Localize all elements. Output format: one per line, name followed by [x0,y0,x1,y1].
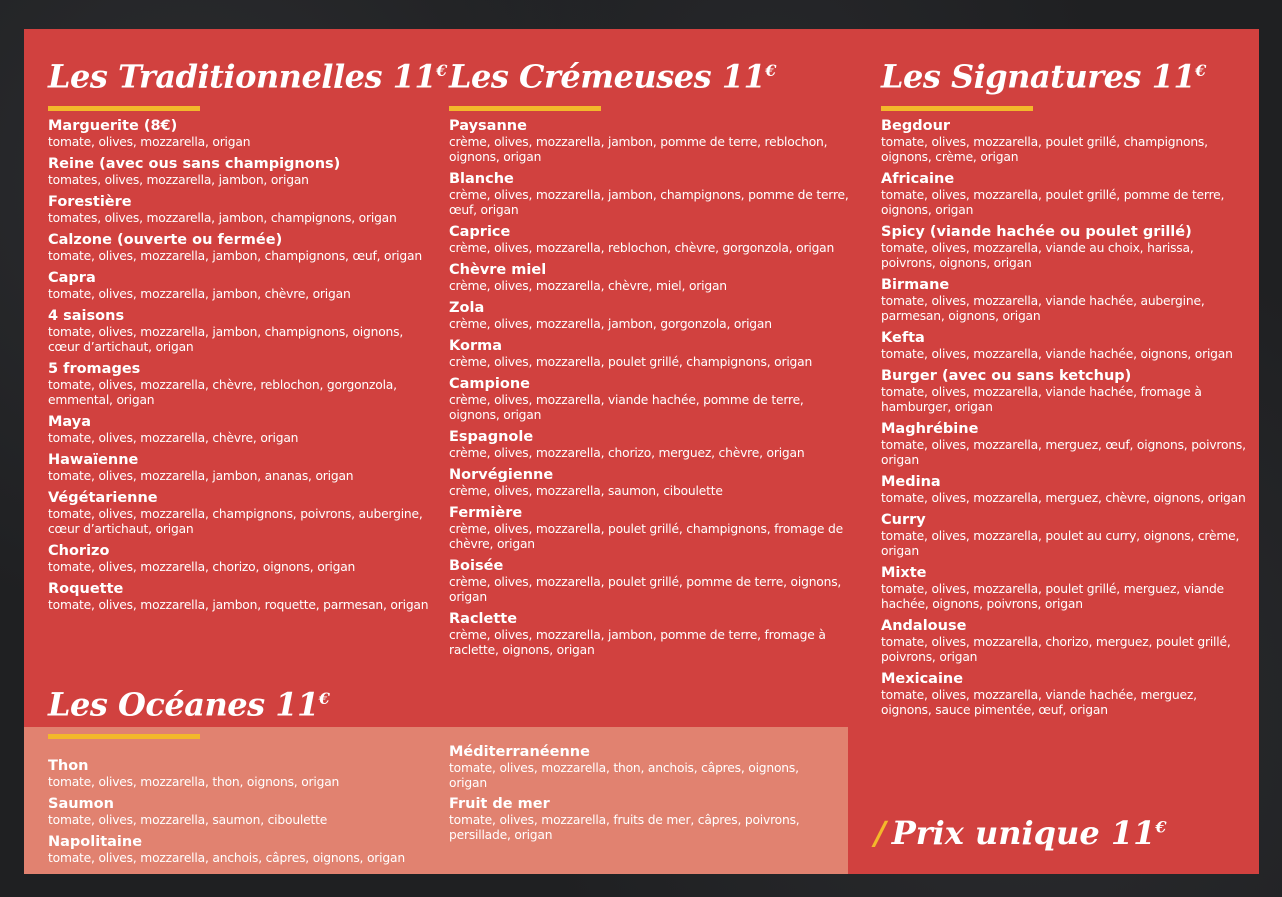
menu-item [449,743,839,791]
menu-item-description: tomate, olives, mozzarella, merguez, chèvre, oignons, origan [881,490,1246,505]
menu-item-name: Korma [449,337,502,354]
menu-item [449,557,854,605]
menu-item-description: crème, olives, mozzarella, jambon, gorgonzola, origan [449,316,772,331]
menu-item-name: Curry [881,511,926,528]
menu-item-name: Campione [449,375,531,392]
menu-item-description: tomate, olives, mozzarella, poulet grillé, champignons, oignons, crème, origan [881,134,1208,164]
menu-item [449,261,854,294]
menu-item-name: Végétarienne [48,489,158,506]
menu-item-name: Forestière [48,193,132,210]
menu-item-name: Raclette [449,610,518,627]
menu-item-name: Thon [48,757,89,774]
menu-item-name: Napolitaine [48,833,143,850]
menu-item-description: tomate, olives, mozzarella, merguez, œuf, oignons, poivrons, origan [881,437,1246,467]
menu-item-description: tomate, olives, mozzarella, jambon, ananas, origan [48,468,354,483]
menu-item [881,670,1251,718]
menu-item [48,451,438,484]
menu-item [48,489,438,537]
oceanes-list-right [449,743,839,843]
menu-item-description: tomate, olives, mozzarella, jambon, champignons, œuf, origan [48,248,422,263]
menu-item [48,155,438,188]
menu-item-description: crème, olives, mozzarella, jambon, pomme de terre, reblochon, oignons, origan [449,134,828,164]
menu-item-name: Fruit de mer [449,796,550,812]
menu-item [881,170,1251,218]
menu-item-description: tomate, olives, mozzarella, champignons, poivrons, aubergine, cœur d’artichaut, origan [48,506,423,536]
signatures-title: Les Signatures 11€ [881,57,1206,96]
menu-item-name: Roquette [48,580,124,597]
menu-item [48,231,438,264]
menu-item-name: 5 fromages [48,360,141,377]
menu-item [881,329,1251,362]
menu-item-name: Maya [48,413,92,430]
menu-item [881,367,1251,415]
menu-item-description: tomate, olives, mozzarella, jambon, roquette, parmesan, origan [48,597,429,612]
oceanes-section-right [449,743,839,847]
menu-item-description: tomates, olives, mozzarella, jambon, champignons, origan [48,210,397,225]
menu-item-description: tomate, olives, mozzarella, origan [48,134,251,149]
menu-item-name: Espagnole [449,428,534,445]
traditionnelles-section [48,51,447,618]
menu-item-description: tomate, olives, mozzarella, viande hachée, fromage à hamburger, origan [881,384,1202,414]
title-underline [881,106,1033,111]
menu-item-description: tomate, olives, mozzarella, poulet grillé, merguez, viande hachée, oignons, poivrons, origan [881,581,1224,611]
menu-item-description: tomate, olives, mozzarella, chèvre, origan [48,430,299,445]
accent-slash: / [874,814,886,852]
title-underline [449,106,601,111]
menu-item-description: tomate, olives, mozzarella, viande au choix, harissa, poivrons, oignons, origan [881,240,1194,270]
menu-item-name: 4 saisons [48,307,125,324]
traditionnelles-title: Les Traditionnelles 11€ [48,57,447,96]
menu-item-description: crème, olives, mozzarella, jambon, pomme de terre, fromage à raclette, oignons, origan [449,627,826,657]
menu-item [881,617,1251,665]
menu-item-description: tomate, olives, mozzarella, jambon, champignons, oignons, cœur d’artichaut, origan [48,324,404,354]
menu-item [48,542,438,575]
cremeuses-section [449,51,854,663]
menu-item-name: Birmane [881,276,950,293]
prix-unique [874,814,1166,852]
menu-item-description: tomate, olives, mozzarella, poulet au curry, oignons, crème, origan [881,528,1240,558]
menu-item-description: crème, olives, mozzarella, chorizo, merguez, chèvre, origan [449,445,805,460]
menu-item-description: tomate, olives, mozzarella, viande hachée, merguez, oignons, sauce pimentée, œuf, origan [881,687,1197,717]
menu-item-name: Paysanne [449,117,527,134]
menu-item-description: crème, olives, mozzarella, jambon, champignons, pomme de terre, œuf, origan [449,187,849,217]
menu-item [48,580,438,613]
menu-item-description: crème, olives, mozzarella, viande hachée, pomme de terre, oignons, origan [449,392,804,422]
menu-item [881,223,1251,271]
menu-item-name: Hawaïenne [48,451,139,468]
menu-item-description: tomate, olives, mozzarella, anchois, câpres, oignons, origan [48,850,405,865]
menu-item-description: tomate, olives, mozzarella, fruits de mer, câpres, poivrons, persillade, origan [449,813,800,842]
menu-item-description: crème, olives, mozzarella, reblochon, chèvre, gorgonzola, origan [449,240,835,255]
menu-item [881,564,1251,612]
menu-item [48,269,438,302]
menu-item [449,428,854,461]
oceanes-list-left [48,757,438,866]
menu-item [48,757,438,790]
menu-item-name: Andalouse [881,617,967,634]
signatures-list [881,117,1251,718]
menu-item [449,504,854,552]
prix-unique-label: Prix unique 11 [891,814,1156,852]
menu-item-description: tomates, olives, mozzarella, jambon, origan [48,172,309,187]
menu-item-name: Chorizo [48,542,110,559]
menu-item-description: crème, olives, mozzarella, poulet grillé, champignons, origan [449,354,813,369]
cremeuses-list [449,117,854,658]
menu-item-name: Méditerranéenne [449,744,590,760]
menu-item-name: Saumon [48,795,114,812]
oceanes-title: Les Océanes 11€ [48,685,330,724]
menu-item [881,511,1251,559]
menu-item [449,795,839,843]
title-underline [48,106,200,111]
menu-item-description: tomate, olives, mozzarella, thon, anchois, câpres, oignons, origan [449,761,799,790]
menu-item-name: Maghrébine [881,420,979,437]
signatures-section [881,51,1251,723]
menu-item-description: tomate, olives, mozzarella, viande hachée, aubergine, parmesan, oignons, origan [881,293,1205,323]
menu-item [449,375,854,423]
menu-item [449,299,854,332]
menu-item-name: Marguerite (8€) [48,117,178,134]
menu-item-description: tomate, olives, mozzarella, chorizo, merguez, poulet grillé, poivrons, origan [881,634,1231,664]
menu-item-description: tomate, olives, mozzarella, saumon, ciboulette [48,812,328,827]
menu-item [48,795,438,828]
menu-item [449,223,854,256]
menu-item-name: Africaine [881,170,955,187]
menu-item [449,117,854,165]
prix-unique-currency: € [1155,817,1167,837]
menu-item [449,170,854,218]
menu-item-name: Medina [881,473,941,490]
menu-item-description: crème, olives, mozzarella, chèvre, miel, origan [449,278,727,293]
menu-item-description: tomate, olives, mozzarella, chorizo, oignons, origan [48,559,356,574]
oceanes-section [48,679,438,871]
menu-item [881,420,1251,468]
menu-item [449,337,854,370]
menu-item [881,117,1251,165]
menu-item-name: Mixte [881,564,927,581]
menu-item [449,466,854,499]
menu-item-description: crème, olives, mozzarella, poulet grillé, champignons, fromage de chèvre, origan [449,521,843,551]
menu-item-name: Chèvre miel [449,261,547,278]
menu-item-description: tomate, olives, mozzarella, jambon, chèvre, origan [48,286,351,301]
menu-item-name: Kefta [881,329,925,346]
menu-item [48,360,438,408]
menu-item-name: Reine (avec ous sans champignons) [48,155,341,172]
menu-item-name: Spicy (viande hachée ou poulet grillé) [881,223,1192,240]
menu-item-description: tomate, olives, mozzarella, viande hachée, oignons, origan [881,346,1233,361]
menu-item [48,117,438,150]
cremeuses-title: Les Crémeuses 11€ [449,57,776,96]
menu-item-name: Mexicaine [881,670,964,687]
menu-item-name: Begdour [881,117,951,134]
menu-item-name: Blanche [449,170,514,187]
menu-item-name: Calzone (ouverte ou fermée) [48,231,283,248]
menu-item [48,413,438,446]
menu-item-description: tomate, olives, mozzarella, chèvre, reblochon, gorgonzola, emmental, origan [48,377,397,407]
menu-item-description: crème, olives, mozzarella, saumon, ciboulette [449,483,723,498]
menu-item-name: Boisée [449,557,504,574]
menu-item-description: tomate, olives, mozzarella, poulet grillé, pomme de terre, oignons, origan [881,187,1225,217]
menu-item-name: Zola [449,299,485,316]
menu-item-name: Fermière [449,504,523,521]
menu-item [449,610,854,658]
menu-item-description: tomate, olives, mozzarella, thon, oignons, origan [48,774,340,789]
traditionnelles-list [48,117,438,613]
menu-item [48,193,438,226]
menu-item-description: crème, olives, mozzarella, poulet grillé, pomme de terre, oignons, origan [449,574,842,604]
menu-panel [24,29,1259,874]
menu-item-name: Caprice [449,223,511,240]
menu-item-name: Burger (avec ou sans ketchup) [881,367,1132,384]
menu-item-name: Norvégienne [449,466,554,483]
menu-item [48,307,438,355]
menu-item [48,833,438,866]
menu-item [881,276,1251,324]
menu-item-name: Capra [48,269,96,286]
title-underline [48,734,200,739]
menu-item [881,473,1251,506]
